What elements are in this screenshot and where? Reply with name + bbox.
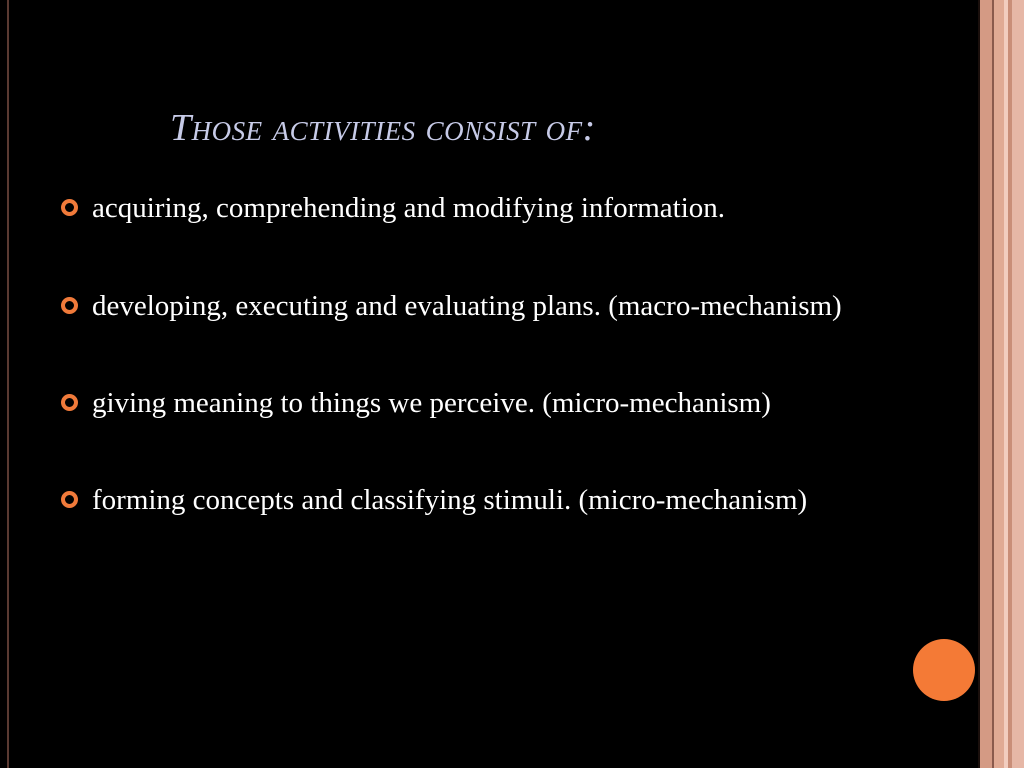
right-decorative-border: [978, 0, 1024, 768]
left-frame-line: [7, 0, 9, 768]
ring-bullet-icon: [61, 297, 78, 314]
bullet-text: forming concepts and classifying stimuli. (micro-mechanism): [92, 484, 808, 516]
slide-title: Those activities consist of:: [170, 107, 596, 149]
bullet-text: developing, executing and evaluating plans. (macro-mechanism): [92, 290, 842, 322]
ring-bullet-icon: [61, 394, 78, 411]
bullet-text: giving meaning to things we perceive. (micro-mechanism): [92, 387, 771, 419]
bullet-item: [60, 480, 960, 521]
bullet-item: [60, 286, 960, 327]
bullet-list: [60, 188, 960, 521]
bullet-item: [60, 188, 960, 229]
bullet-text: acquiring, comprehending and modifying information.: [92, 192, 726, 224]
ring-bullet-icon: [61, 199, 78, 216]
ring-bullet-icon: [61, 491, 78, 508]
orange-circle-decoration: [913, 639, 975, 701]
bullet-item: [60, 383, 960, 424]
